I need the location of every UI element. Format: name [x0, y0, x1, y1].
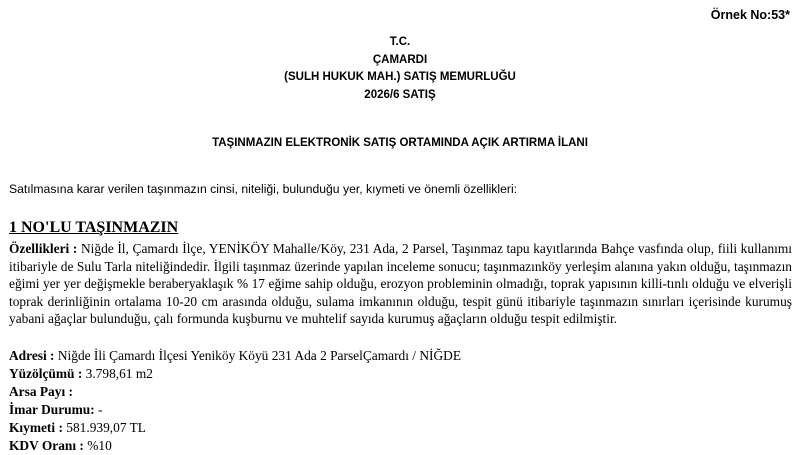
property-share	[9, 383, 73, 401]
property-features	[9, 240, 792, 328]
address-label: Adresi :	[9, 348, 55, 363]
header-line-city: ÇAMARDI	[372, 53, 428, 66]
form-number: Örnek No:53*	[710, 8, 790, 22]
property-value	[9, 419, 146, 437]
address-value: Niğde İli Çamardı İlçesi Yeniköy Köyü 231 Ada 2 ParselÇamardı / NİĞDE	[54, 348, 462, 363]
document-title: TAŞINMAZIN ELEKTRONİK SATIŞ ORTAMINDA AÇIK ARTIRMA İLANI	[212, 137, 588, 149]
intro-text: Satılmasına karar verilen taşınmazın cinsi, niteliği, bulunduğu yer, kıymeti ve önemli özellikleri:	[9, 182, 518, 196]
features-label: Özellikleri :	[9, 241, 78, 256]
header-line-tc: T.C.	[389, 36, 411, 48]
value-label: Kıymeti :	[9, 420, 63, 435]
features-text: Niğde İl, Çamardı İlçe, YENİKÖY Mahalle/Köy, 231 Ada, 2 Parsel, Taşınmaz tapu kayıtlarında Bahçe vasfında olup, fiili kullanımı itibariyle de Sulu Tarla niteliğindedir. İlgili taşınmaz üzerinde yapılan inceleme sonucu; taşınmazınköy yerleşim alanına yakın olduğu, taşınmazın eğimi yer yer değişmekle beraberyaklaşık % 17 eğime sahip olduğu, erozyon probleminin olmadığı, toprak yapısının killi-tınlı olduğu ve elverişli toprak derinliğinin ortalama 10-20 cm arasında olduğu, sulama imkanının olduğu, tespit günü itibariyle taşınmazın sınırları içerisinde kurumuş yabani ağaçlar bulunduğu, çalı formunda kuşburnu ve muhtelif sayıda kurumuş ağaçların olduğu tespit edilmiştir.	[9, 241, 793, 327]
header-line-case: 2026/6 SATIŞ	[364, 88, 436, 101]
share-label: Arsa Payı :	[9, 384, 73, 399]
property-address	[9, 347, 461, 365]
property-area	[9, 365, 153, 383]
area-value: 3.798,61 m2	[82, 366, 153, 381]
property-vat	[9, 437, 112, 455]
zoning-value: -	[94, 402, 103, 417]
document-header	[0, 34, 800, 104]
property-heading: 1 NO'LU TAŞINMAZIN	[9, 219, 179, 236]
property-zoning	[9, 401, 103, 419]
area-label: Yüzölçümü :	[9, 366, 83, 381]
header-line-office: (SULH HUKUK MAH.) SATIŞ MEMURLUĞU	[284, 71, 516, 84]
vat-value: %10	[83, 438, 112, 453]
vat-label: KDV Oranı :	[9, 438, 84, 453]
value-amount: 581.939,07 TL	[62, 420, 146, 435]
zoning-label: İmar Durumu:	[9, 402, 95, 417]
